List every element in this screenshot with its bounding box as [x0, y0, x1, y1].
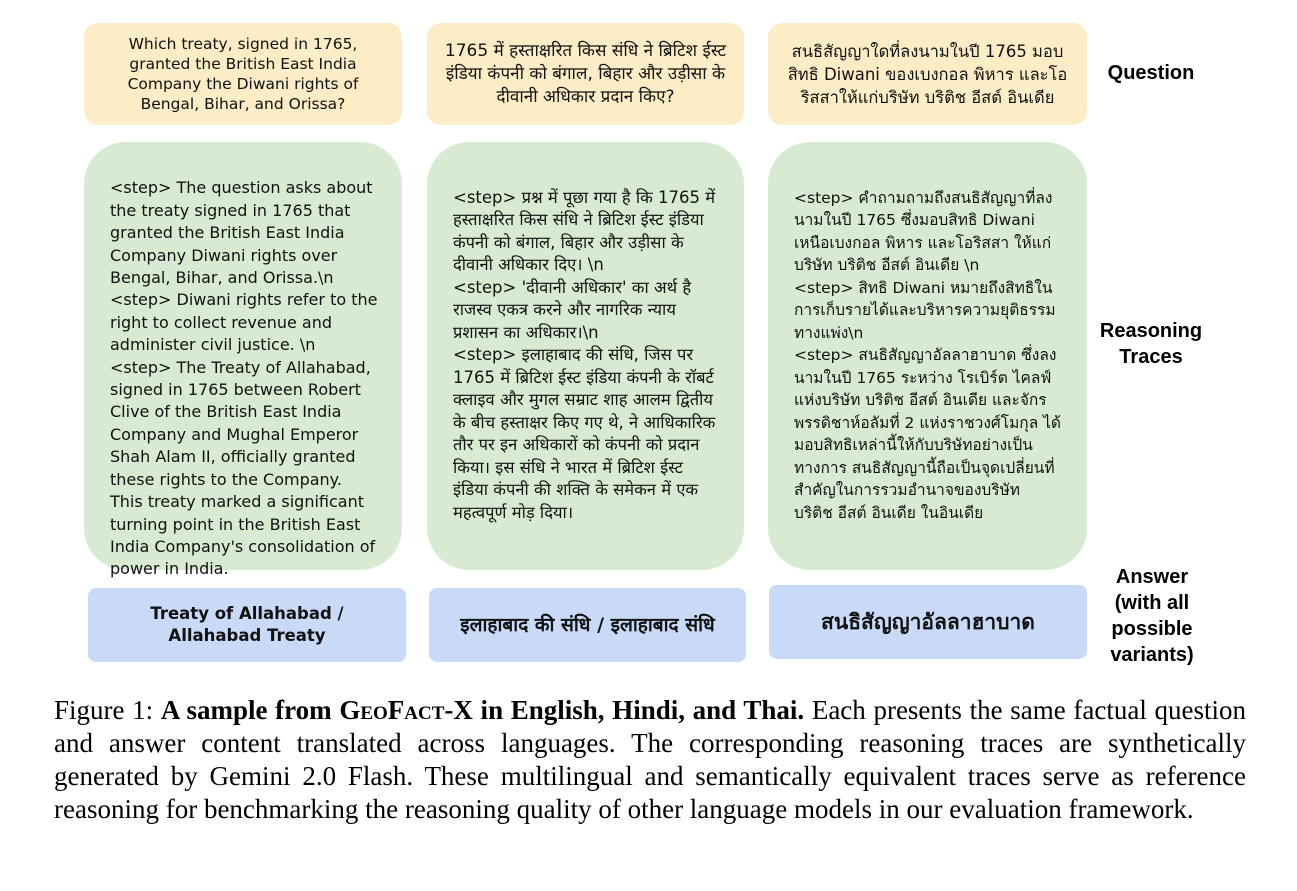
reasoning-text-thai: <step> คำถามถามถึงสนธิสัญญาที่ลงนามในปี 1765 ซึ่งมอบสิทธิ Diwani เหนือเบงกอล พิหาร และโอริสสา ให้แก่บริษัท บริติช อีสต์ อินเดีย \n <step> สิทธิ Diwani หมายถึงสิทธิในการเก็บรายได้และบริหารความยุติธรรมทางแพ่ง\n <step> สนธิสัญญาอัลลาฮาบาด ซึ่งลงนามในปี 1765 ระหว่าง โรเบิร์ต ไคลฟ์ แห่งบริษัท บริติช อีสต์ อินเดีย และจักรพรรดิชาห์อลัมที่ 2 แห่งราชวงศ์โมกุล ได้มอบสิทธิเหล่านี้ให้กับบริษัทอย่างเป็นทางการ สนธิสัญญานี้ถือเป็นจุดเปลี่ยนที่สำคัญในการรวมอำนาจของบริษัท บริติช อีสต์ อินเดีย ในอินเดีย — [794, 188, 1061, 522]
reasoning-box-thai — [768, 142, 1087, 570]
reasoning-text-english: <step> The question asks about the treaty signed in 1765 that granted the British East India Company Diwani rights over Bengal, Bihar, and Orissa.\n <step> Diwani rights refer to the right to collect revenue and administer civil justice. \n <step> The Treaty of Allahabad, signed in 1765 between Robert Clive of the British East India Company and Mughal Emperor Shah Alam II, officially granted these rights to the Company. This treaty marked a significant turning point in the British East India Company's consolidation of power in India. — [110, 178, 378, 579]
question-box-thai — [768, 23, 1087, 125]
caption-bold-title — [161, 695, 804, 725]
caption-bold-start: A sample from G — [160, 695, 361, 725]
row-label-question — [1096, 60, 1206, 86]
question-text-english: Which treaty, signed in 1765, granted the British East India Company the Diwani rights of Bengal, Bihar, and Orissa? — [127, 35, 359, 113]
reasoning-box-english — [84, 142, 402, 579]
row-label-answer-line4: variants) — [1110, 644, 1194, 666]
caption-bold-sc2: act — [404, 695, 445, 725]
answer-text-hindi: इलाहाबाद की संधि / इलाहाबाद संधि — [460, 614, 715, 636]
reasoning-text-hindi: <step> प्रश्न में पूछा गया है कि 1765 में हस्ताक्षरित किस संधि ने ब्रिटिश ईस्ट इंडिया कंपनी को बंगाल, बिहार और उड़ीसा के दीवानी अधिकार दिए। \n <step> 'दीवानी अधिकार' का अर्थ है राजस्व एकत्र करने और नागरिक न्याय प्रशासन का अधिकार।\n <step> इलाहाबाद की संधि, जिस पर 1765 में ब्रिटिश ईस्ट इंडिया कंपनी के रॉबर्ट क्लाइव और मुगल सम्राट शाह आलम द्वितीय के बीच हस्ताक्षर किए गए थे, ने आधिकारिक तौर पर इन अधिकारों को कंपनी को प्रदान किया। इस संधि ने भारत में ब्रिटिश ईस्ट इंडिया कंपनी की शक्ति के समेकन में एक महत्वपूर्ण मोड़ दिया। — [453, 187, 716, 522]
answer-text-english: Treaty of Allahabad / Allahabad Treaty — [150, 604, 344, 645]
caption-bold-mid: F — [387, 695, 405, 725]
answer-box-english — [88, 588, 406, 662]
row-label-reasoning-line1: Reasoning — [1099, 320, 1203, 342]
reasoning-box-hindi — [427, 142, 744, 570]
row-label-answer-line1: Answer — [1115, 566, 1189, 588]
question-text-hindi: 1765 में हस्ताक्षरित किस संधि ने ब्रिटिश ईस्ट इंडिया कंपनी को बंगाल, बिहार और उड़ीसा के दीवानी अधिकार प्रदान किए? — [444, 40, 727, 107]
figure-caption — [54, 694, 1246, 826]
caption-prefix: Figure 1: — [54, 695, 161, 725]
caption-bold-sc1: eo — [360, 695, 388, 725]
answer-box-hindi — [429, 588, 746, 662]
question-box-hindi — [427, 23, 744, 125]
row-label-answer-line2: (with all — [1114, 592, 1190, 614]
row-label-answer-line3: possible — [1111, 618, 1193, 640]
row-label-question-text: Question — [1107, 62, 1195, 84]
answer-text-thai: สนธิสัญญาอัลลาฮาบาด — [821, 610, 1035, 634]
caption-bold-end: -X in English, Hindi, and Thai. — [444, 695, 805, 725]
row-label-reasoning — [1086, 318, 1216, 370]
caption-body: Each presents the same factual question and answer content translated across languages. The corresponding reasoning traces are synthetically generated by Gemini 2.0 Flash. These multilingual and semantically equivalent traces serve as reference reasoning for benchmarking the reasoning quality of other language models in our evaluation framework. — [54, 695, 1246, 824]
question-text-thai: สนธิสัญญาใดที่ลงนามในปี 1765 มอบสิทธิ Diwani ของเบงกอล พิหาร และโอริสสาให้แก่บริษัท บริติช อีสต์ อินเดีย — [787, 41, 1068, 107]
row-label-answer — [1096, 564, 1208, 668]
row-label-reasoning-line2: Traces — [1119, 346, 1183, 368]
question-box-english — [84, 23, 402, 125]
answer-box-thai — [769, 585, 1087, 659]
